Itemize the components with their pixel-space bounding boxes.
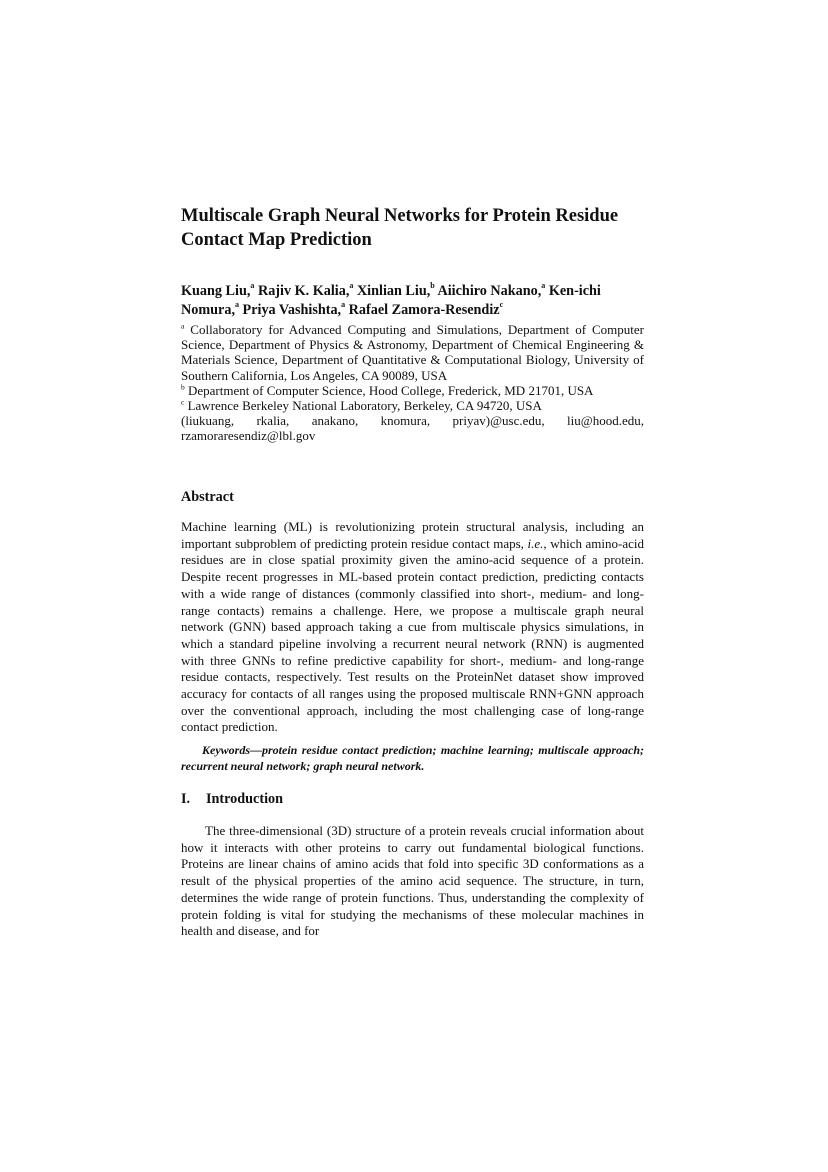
- affiliation-a: [181, 322, 644, 383]
- affiliation-mark: b: [181, 382, 185, 392]
- author-affil-mark: a: [250, 281, 255, 291]
- paper-title: Multiscale Graph Neural Networks for Protein Residue Contact Map Prediction: [181, 206, 619, 250]
- abstract-text-part: , which amino-acid residues are in close spatial proximity given the amino-acid sequence of a protein. Despite recent progresses in ML-based protein contact prediction, predicting contacts with a wide range of distances (commonly classified into short-, medium- and long-range contacts) remains a challenge. Here, we propose a multiscale graph neural network (GNN) based approach taking a cue from multiscale physics simulations, in which a standard pipeline involving a recurrent neural network (RNN) is augmented with three GNNs to refine predictive capability for short-, medium- and long-range residue contacts, respectively. Test results on the ProteinNet dataset show improved accuracy for contacts of all ranges using the proposed multiscale RNN+GNN approach over the conventional approach, including the most challenging case of long-range contact prediction.: [181, 535, 644, 735]
- affiliation-b: [181, 383, 644, 398]
- author-list: [181, 282, 644, 320]
- author-affil-mark: b: [430, 281, 435, 291]
- section-number: I.: [181, 791, 191, 807]
- author-affil-mark: a: [541, 281, 546, 291]
- affiliation-c: [181, 398, 644, 413]
- section-title: Introduction: [206, 791, 283, 807]
- author-name: Kuang Liu,: [181, 283, 251, 299]
- abstract-text-part: Machine learning (ML) is revolutionizing protein structural analysis, including an important subproblem of predicting protein residue contact maps,: [181, 519, 644, 551]
- author-affil-mark: c: [499, 300, 504, 310]
- keywords: Keywords—protein residue contact prediction; machine learning; multiscale approach; recurrent neural network; graph neural network.: [181, 743, 644, 773]
- abstract-ie: i.e.: [527, 535, 544, 551]
- author-emails: (liukuang, rkalia, anakano, knomura, priyav)@usc.edu, liu@hood.edu, rzamoraresendiz@lbl.gov: [181, 413, 644, 444]
- author-name: Xinlian Liu,: [353, 283, 431, 299]
- intro-paragraph: The three-dimensional (3D) structure of a protein reveals crucial information about how it interacts with other proteins to carry out fundamental biological functions. Proteins are linear chains of amino acids that fold into specific 3D conformations as a result of the physical properties of the amino acid sequence. The structure, in turn, determines the wide range of protein functions. Thus, understanding the complexity of protein folding is vital for studying the mechanisms of these molecular machines in health and disease, and for: [181, 823, 644, 939]
- author-name: Rajiv K. Kalia,: [254, 283, 350, 299]
- affiliation-text: Department of Computer Science, Hood College, Frederick, MD 21701, USA: [184, 382, 594, 398]
- abstract-heading: Abstract: [181, 489, 234, 505]
- section-heading: [181, 790, 644, 808]
- affiliation-text: Lawrence Berkeley National Laboratory, Berkeley, CA 94720, USA: [184, 398, 542, 414]
- author-name: Rafael Zamora-Resendiz: [345, 302, 500, 318]
- author-affil-mark: a: [341, 300, 346, 310]
- affiliation-text: Collaboratory for Advanced Computing and Simulations, Department of Computer Science, Department of Physics & Astronomy, Department of Chemical Engineering & Materials Science, Department of Quantitative & Computational Biology, University of Southern California, Los Angeles, CA 90089, USA: [181, 322, 644, 383]
- author-affil-mark: a: [235, 300, 239, 310]
- affiliations: [181, 322, 644, 444]
- author-name: Priya Vashishta,: [239, 302, 342, 318]
- affiliation-mark: a: [181, 321, 185, 331]
- author-name: Aiichiro Nakano,: [434, 283, 542, 299]
- author-name: Ken-ichi Nomura,: [181, 283, 601, 318]
- author-affil-mark: a: [349, 281, 354, 291]
- affiliation-mark: c: [181, 397, 185, 407]
- abstract-text: [181, 519, 644, 736]
